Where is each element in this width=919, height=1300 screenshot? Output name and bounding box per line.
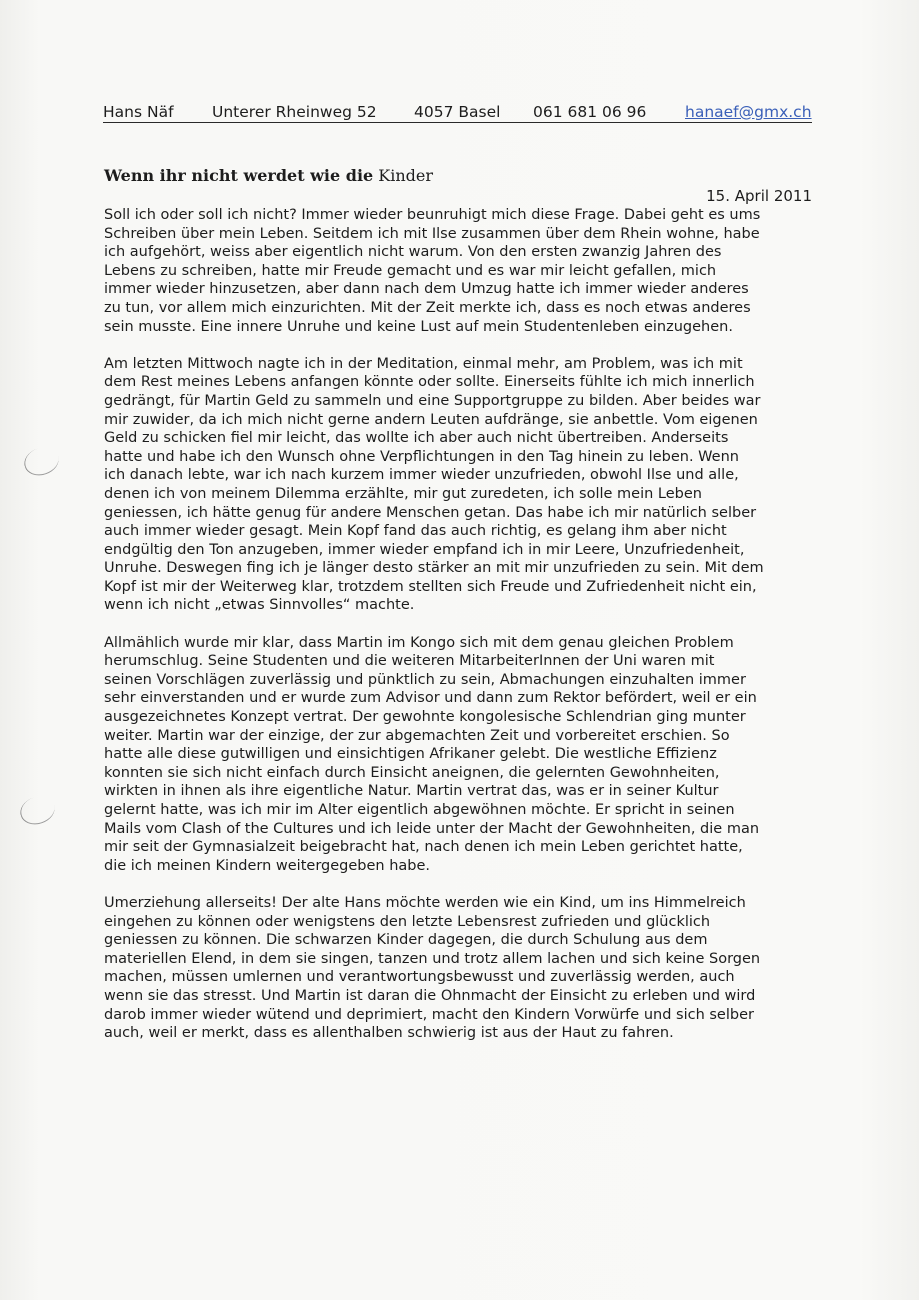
text-line: mir zuwider, da ich mich nicht gerne andern Leuten aufdränge, sie anbettle. Vom eigenen [104,411,758,428]
document-title [104,166,433,186]
document-date: 15. April 2011 [706,187,812,205]
text-line: ausgezeichnetes Konzept vertrat. Der gewohnte kongolesische Schlendrian ging munter [104,709,746,726]
text-line: weiter. Martin war der einzige, der zur abgemachten Zeit und vorbereitet erschien. So [104,727,730,744]
text-line: darob immer wieder wütend und deprimiert, macht den Kindern Vorwürfe und sich selber [104,1006,754,1023]
text-line: mir seit der Gymnasialzeit beigebracht hat, nach denen ich mein Leben gerichtet hatte, [104,839,743,856]
text-line: ich danach lebte, war ich nach kurzem immer wieder unzufrieden, obwohl Ilse und alle, [104,467,739,484]
text-line: auch, weil er merkt, dass es allenthalben schwierig ist aus der Haut zu fahren. [104,1025,674,1042]
text-line: sehr einverstanden und er wurde zum Advisor und dann zum Rektor befördert, weil er ein [104,690,757,707]
paragraph [104,206,814,336]
text-line: Kopf ist mir der Weiterweg klar, trotzdem stellten sich Freude und Zufriedenheit nicht ein, [104,578,757,595]
punch-hole-mark [17,792,59,828]
text-line: Schreiben über mein Leben. Seitdem ich mit Ilse zusammen über dem Rhein wohne, habe [104,225,760,242]
text-line: seinen Vorschlägen zuverlässig und pünktlich zu sein, Abmachungen einzuhalten immer [104,671,746,688]
text-line: eingehen zu können oder wenigstens den letzte Lebensrest zufrieden und glücklich [104,913,711,930]
text-line: Geld zu schicken fiel mir leicht, das wollte ich aber auch nicht übertreiben. Anderseits [104,430,729,447]
text-line: geniessen, ich hätte genug für andere Menschen getan. Das habe ich mir natürlich selber [104,504,757,521]
text-line: Lebens zu schreiben, hatte mir Freude gemacht und es war mir leicht gefallen, mich [104,262,717,279]
text-line: die ich meinen Kindern weitergegeben habe. [104,857,431,874]
text-line: konnten sie sich nicht einfach durch Einsicht aneignen, die gelernten Gewohnheiten, [104,764,720,781]
paragraph [104,894,814,1043]
title-regular: Kinder [378,166,434,185]
letter-body [104,206,814,1061]
text-line: sein musste. Eine innere Unruhe und keine Lust auf mein Studentenleben einzugehen. [104,318,733,335]
text-line: dem Rest meines Lebens anfangen könnte oder sollte. Einerseits fühlte ich mich innerlich [104,374,755,391]
text-line: ich aufgehört, weiss aber eigentlich nicht warum. Von den ersten zwanzig Jahren des [104,244,722,261]
text-line: endgültig den Ton anzugeben, immer wieder empfand ich in mir Leere, Unzufriedenheit, [104,541,745,558]
text-line: herumschlug. Seine Studenten und die weiteren MitarbeiterInnen der Uni waren mit [104,653,715,670]
sender-name: Hans Näf [103,103,174,121]
text-line: wenn ich nicht „etwas Sinnvolles“ machte. [104,597,415,614]
text-line: denen ich von meinem Dilemma erzählte, mir gut zuredeten, ich solle mein Leben [104,485,702,502]
sender-email-link[interactable]: hanaef@gmx.ch [685,103,812,121]
text-line: gedrängt, für Martin Geld zu sammeln und eine Supportgruppe zu bilden. Aber beides war [104,392,761,409]
text-line: machen, müssen umlernen und verantwortungsbewusst und zuverlässig werden, auch [104,969,735,986]
paragraph [104,355,814,615]
punch-hole-mark [21,443,63,479]
title-bold: Wenn ihr nicht werdet wie die [104,166,374,185]
text-line: Unruhe. Deswegen fing ich je länger desto stärker an mit mir unzufrieden zu sein. Mit dem [104,560,764,577]
text-line: auch immer wieder gesagt. Mein Kopf fand das auch richtig, es gelang ihm aber nicht [104,523,727,540]
letterhead [103,103,812,123]
text-line: zu tun, vor allem mich einzurichten. Mit der Zeit merkte ich, dass es noch etwas anderes [104,299,751,316]
text-line: Umerziehung allerseits! Der alte Hans möchte werden wie ein Kind, um ins Himmelreich [104,894,746,911]
text-line: wenn sie das stresst. Und Martin ist daran die Ohnmacht der Einsicht zu erleben und wird [104,987,756,1004]
paragraph [104,634,814,876]
sender-city: 4057 Basel [414,103,501,121]
text-line: geniessen zu können. Die schwarzen Kinder dagegen, die durch Schulung aus dem [104,932,708,949]
text-line: immer wieder hinzusetzen, aber dann nach dem Umzug hatte ich immer wieder anderes [104,281,749,298]
text-line: Mails vom Clash of the Cultures und ich leide unter der Macht der Gewohnheiten, die man [104,820,760,837]
text-line: Soll ich oder soll ich nicht? Immer wieder beunruhigt mich diese Frage. Dabei geht es ums [104,207,761,223]
text-line: hatte alle diese gutwilligen und einsichtigen Afrikaner gelebt. Die westliche Effizienz [104,746,717,763]
text-line: materiellen Elend, in dem sie singen, tanzen und trotz allem lachen und sich keine Sorgen [104,950,761,967]
text-line: Am letzten Mittwoch nagte ich in der Meditation, einmal mehr, am Problem, was ich mit [104,355,743,372]
sender-phone: 061 681 06 96 [533,103,647,121]
text-line: wirkten in ihnen als ihre eigentliche Natur. Martin vertrat das, was er in seiner Kultur [104,783,719,800]
text-line: gelernt hatte, was ich mir im Alter eigentlich abgewöhnen möchte. Er spricht in seinen [104,802,735,818]
sender-street: Unterer Rheinweg 52 [212,103,377,121]
text-line: Allmählich wurde mir klar, dass Martin im Kongo sich mit dem genau gleichen Problem [104,634,734,651]
text-line: hatte und habe ich den Wunsch ohne Verpflichtungen in den Tag hinein zu leben. Wenn [104,448,739,465]
